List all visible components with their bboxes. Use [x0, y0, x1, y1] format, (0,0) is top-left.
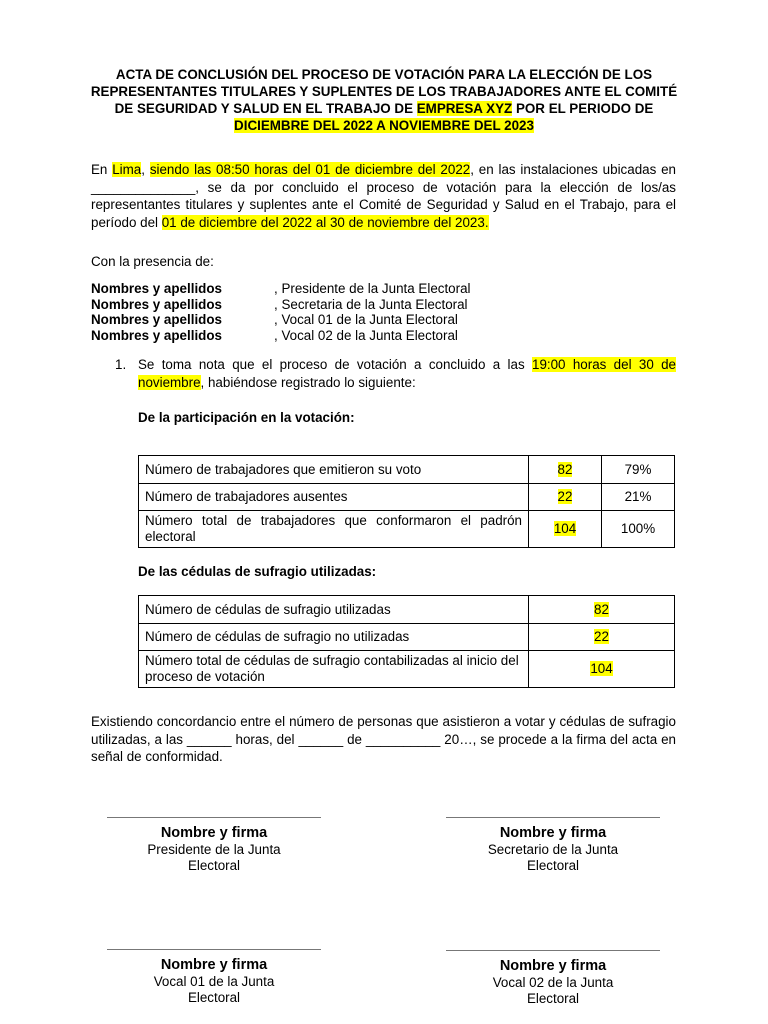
title-text-2: POR EL PERIODO DE	[512, 101, 654, 116]
row-count	[529, 511, 602, 548]
signature-line	[107, 817, 321, 818]
signature-role: Electoral	[526, 857, 580, 873]
row-label: Número de cédulas de sufragio no utilizadas	[139, 624, 529, 651]
signature-block-vocal-02	[446, 950, 660, 1006]
signature-role: Secretario de la Junta	[487, 842, 619, 857]
signature-name: Nombre y firma	[499, 958, 607, 974]
signature-line	[107, 949, 321, 950]
member-role: , Vocal 01 de la Junta Electoral	[274, 312, 458, 328]
intro-text-1: En	[91, 162, 113, 177]
intro-text-3: , en las instalaciones ubicadas en ______________, se da por concluido el proceso de votación para la elección de los/as representantes titulares y suplentes ante el Comité de Seguridad y Salud en el Trabajo, para el período del	[91, 162, 677, 230]
row-count	[529, 624, 675, 651]
numbered-item-1	[115, 356, 676, 391]
signature-role: Electoral	[526, 990, 580, 1006]
count-value: 82	[594, 601, 609, 617]
intro-text-2: ,	[141, 162, 150, 177]
count-value: 82	[557, 461, 573, 477]
presence-row	[91, 297, 471, 313]
row-label: Número de trabajadores ausentes	[139, 484, 529, 511]
item-number: 1.	[115, 357, 127, 372]
table-row	[139, 456, 675, 484]
signature-name: Nombre y firma	[499, 825, 607, 841]
ballots-table	[138, 595, 675, 688]
row-count	[529, 484, 602, 511]
participation-table	[138, 455, 675, 548]
item-text	[138, 356, 676, 391]
ballots-heading: De las cédulas de sufragio utilizadas:	[138, 564, 377, 579]
row-percent: 21%	[602, 484, 675, 511]
signature-name: Nombre y firma	[160, 957, 268, 973]
signature-role: Electoral	[187, 857, 241, 873]
row-label: Número de trabajadores que emitieron su voto	[139, 456, 529, 484]
signature-block-president	[107, 817, 321, 873]
member-name: Nombres y apellidos	[91, 296, 222, 312]
row-label: Número total de cédulas de sufragio contabilizadas al inicio del proceso de votación	[139, 651, 529, 688]
member-role: , Secretaria de la Junta Electoral	[274, 296, 468, 312]
member-name: Nombres y apellidos	[91, 328, 222, 344]
presence-row	[91, 312, 471, 328]
member-role: , Vocal 02 de la Junta Electoral	[274, 328, 458, 344]
presence-list	[91, 281, 471, 344]
row-percent: 100%	[602, 511, 675, 548]
member-role: , Presidente de la Junta Electoral	[274, 281, 471, 296]
signature-line	[446, 950, 660, 951]
signature-role: Presidente de la Junta	[147, 842, 281, 857]
row-count	[529, 596, 675, 624]
item-text-2: , habiéndose registrado lo siguiente:	[200, 374, 416, 390]
member-name: Nombres y apellidos	[91, 312, 222, 328]
signature-block-secretary	[446, 817, 660, 873]
row-count	[529, 651, 675, 688]
intro-period: 01 de diciembre del 2022 al 30 de noviembre del 2023.	[161, 214, 489, 230]
closing-paragraph: Existiendo concordancio entre el número de personas que asistieron a votar y cédulas de sufragio utilizadas, a las ______ horas, del ______ de __________ 20…, se procede a la firma del acta en señal de conformidad.	[91, 714, 676, 764]
title-period: DICIEMBRE DEL 2022 A NOVIEMBRE DEL 2023	[234, 118, 534, 133]
row-count	[529, 456, 602, 484]
intro-city: Lima	[112, 162, 142, 177]
title-text-1: ACTA DE CONCLUSIÓN DEL PROCESO DE VOTACIÓN PARA LA ELECCIÓN DE LOS REPRESENTANTES TITULARES Y SUPLENTES DE LOS TRABAJADORES ANTE EL COMITÉ DE SEGURIDAD Y SALUD EN EL TRABAJO DE	[90, 67, 678, 116]
presence-label: Con la presencia de:	[91, 254, 214, 269]
table-row	[139, 484, 675, 511]
member-name: Nombres y apellidos	[91, 281, 222, 296]
intro-paragraph	[91, 161, 676, 231]
signature-line	[446, 817, 660, 818]
count-value: 104	[553, 521, 577, 536]
count-value: 104	[590, 661, 613, 676]
document-title	[80, 66, 688, 134]
count-value: 22	[594, 629, 609, 644]
row-label: Número de cédulas de sufragio utilizadas	[139, 596, 529, 624]
row-percent: 79%	[602, 456, 675, 484]
row-label: Número total de trabajadores que conformaron el padrón electoral	[139, 511, 529, 548]
presence-row	[91, 328, 471, 344]
count-value: 22	[557, 489, 573, 504]
signature-role: Electoral	[187, 989, 241, 1005]
signature-role: Vocal 01 de la Junta	[153, 974, 275, 989]
table-row	[139, 511, 675, 548]
participation-heading: De la participación en la votación:	[138, 410, 355, 425]
company-name: EMPRESA XYZ	[416, 101, 513, 116]
presence-row	[91, 281, 471, 297]
table-row	[139, 651, 675, 688]
table-row	[139, 624, 675, 651]
item-end-time: 19:00 horas del 30 de noviembre	[138, 357, 677, 390]
signature-name: Nombre y firma	[160, 825, 268, 841]
signature-role: Vocal 02 de la Junta	[492, 975, 614, 990]
table-row	[139, 596, 675, 624]
item-text-1: Se toma nota que el proceso de votación a concluido a las	[138, 357, 532, 372]
intro-start-time: siendo las 08:50 horas del 01 de diciembre del 2022	[149, 162, 471, 177]
signature-block-vocal-01	[107, 949, 321, 1005]
